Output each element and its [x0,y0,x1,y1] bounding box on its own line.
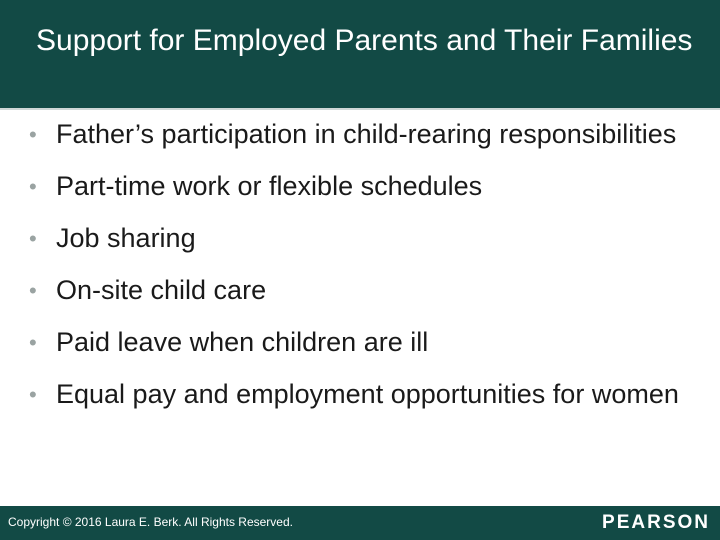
bullet-marker: • [29,122,37,147]
bullet-item [26,168,686,205]
title-divider [0,108,720,110]
bullet-text: Paid leave when children are ill [56,327,429,357]
bullet-item [26,324,686,361]
bullet-marker: • [29,382,37,407]
slide-title: Support for Employed Parents and Their Families [36,24,693,57]
bullet-item [26,116,686,153]
bullet-list [26,116,686,413]
bullet-marker: • [29,330,37,355]
bullet-marker: • [29,278,37,303]
bullet-text: Part-time work or flexible schedules [56,171,483,201]
bullet-text: Father’s participation in child-rearing responsibilities [56,119,677,149]
title-bar [0,0,720,108]
bullet-marker: • [29,226,37,251]
bullet-item [26,272,686,309]
bullet-item [26,220,686,257]
copyright-text: Copyright © 2016 Laura E. Berk. All Rights Reserved. [8,515,293,529]
pearson-logo: PEARSON [602,512,710,533]
bullet-item [26,376,686,413]
footer-bar [0,506,720,540]
bullet-text: Job sharing [56,223,196,253]
bullet-marker: • [29,174,37,199]
bullet-text: On-site child care [56,275,267,305]
bullet-text: Equal pay and employment opportunities for women [56,379,679,409]
